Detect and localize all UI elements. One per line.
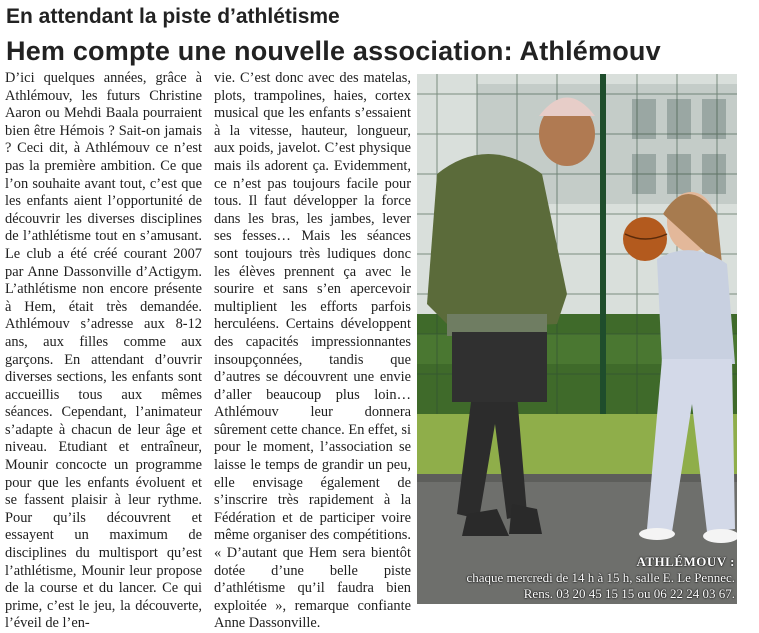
caption-schedule: chaque mercredi de 14 h à 15 h, salle E. Le Pennec. <box>466 570 735 585</box>
caption-title: ATHLÉMOUV : <box>636 554 735 569</box>
article-column-1 <box>5 70 202 633</box>
headline: Hem compte une nouvelle association: Athlémouv <box>6 36 661 66</box>
article-photo <box>417 74 737 604</box>
photo-illustration <box>417 74 737 604</box>
kicker: En attendant la piste d’athlétisme <box>6 5 340 28</box>
photo-caption <box>417 554 735 602</box>
caption-contact: Rens. 03 20 45 15 15 ou 06 22 24 03 67. <box>523 586 735 601</box>
column-1-text: D’ici quelques années, grâce à Athlémouv, les futurs Christine Aaron ou Mehdi Baala pourraient bien être Hémois ? Sait-on jamais ? Ceci dit, à Athlémouv ce n’est pas la première ambition. Ce que l’on souhaite avant tout, c’est que les enfants aient l’opportunité de découvrir les diverses disciplines de l’athlétisme tout en s’amusant. Le club a été créé courant 2007 par Anne Dassonville d’Actigym. L’athlétisme non encore présente à Hem, était très demandée. Athlémouv s’adresse aux 8-12 ans, aux filles comme aux garçons. En attendant d’ouvrir diverses sections, les enfants sont accueillis tous aux mêmes séances. Cependant, l’animateur s’adapte à chacun de leur âge et niveau. Etudiant et entraîneur, Mounir concocte un programme pour que les enfants évoluent et se fassent plaisir à leur rythme. Pour qu’ils découvrent et essayent un maximum de disciplines du multisport qu’est l’athlétisme, Mounir leur propose de la course et du lancer. Ce qui prime, c’est le jeu, la découverte, l’éveil de l’en- <box>5 70 202 632</box>
fence-post <box>600 74 606 419</box>
column-2-text: vie. C’est donc avec des matelas, plots, trampolines, haies, cortex musical que les enfants s’essaient à la vitesse, hauteur, longueur, aux poids, javelot. C’est physique mais ils adorent ça. Evidemment, ce n’est pas toujours facile pour tous. Il faut développer la force dans les bras, les jambes, lever ses fesses… Mais les séances sont toujours très ludiques donc les élèves prennent ça avec le sourire et sans s’en apercevoir multiplient les efforts parfois herculéens. Certains développent des capacités impressionnantes insoupçonnées, tandis que d’autres se découvrent une envie d’aller beaucoup plus loin… Athlémouv leur donnera sûrement cette chance. En effet, si pour le moment, l’association se laisse le temps de grandir un peu, elle envisage également de s’inscrire très rapidement à la Fédération et de participer voire même organiser des compétitions. « D’autant que Hem sera bientôt dotée d’une belle piste d’athlétisme qu’il faudra bien exploitée », remarque confiante Anne Dassonville. <box>214 70 411 632</box>
article-column-2 <box>214 70 411 633</box>
